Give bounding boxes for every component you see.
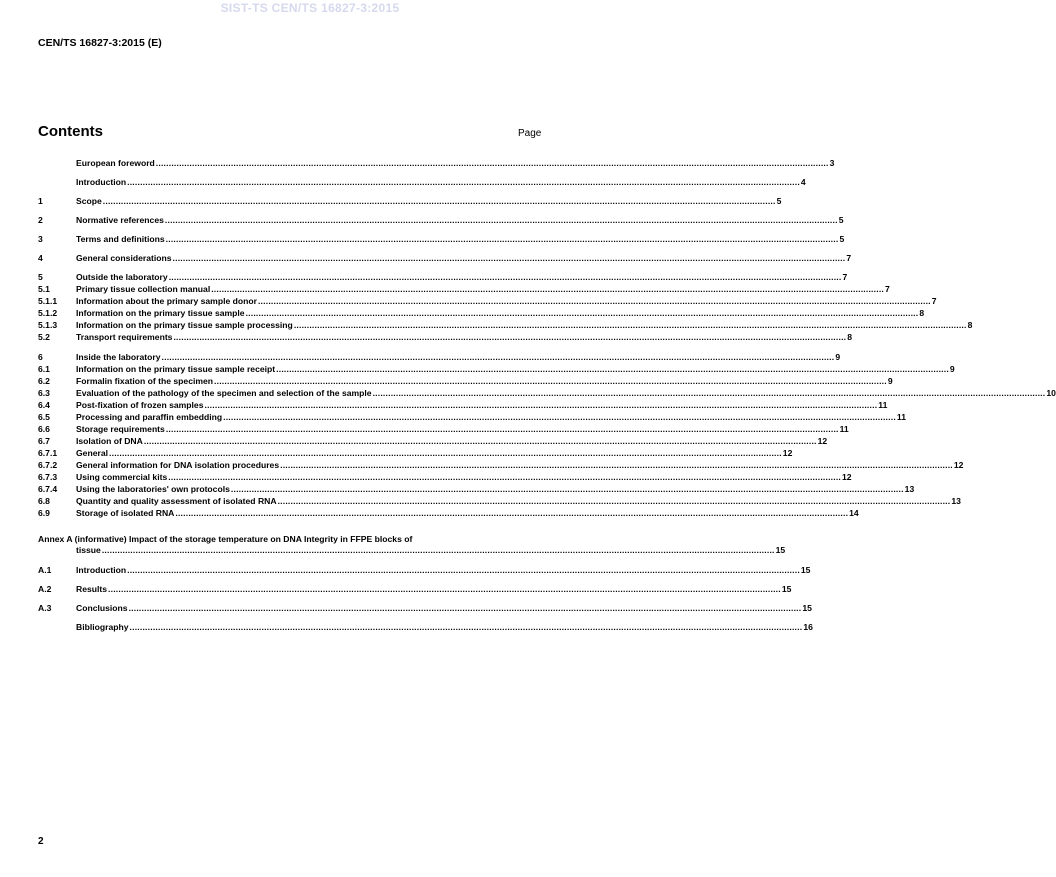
- toc-entry[interactable]: [38, 460, 964, 470]
- toc-leader-dots: [278, 496, 951, 506]
- toc-entry[interactable]: [38, 584, 792, 594]
- toc-entry-number: 6.3: [38, 388, 50, 398]
- toc-entry-page: 15: [802, 603, 812, 613]
- toc-entry-page: 13: [951, 496, 961, 506]
- toc-entry-title: Storage of isolated RNA: [76, 508, 175, 518]
- toc-entry-title: Using commercial kits: [76, 472, 168, 482]
- toc-leader-dots: [173, 253, 846, 263]
- toc-entry[interactable]: [38, 496, 961, 506]
- annex-a-title-continued[interactable]: [76, 545, 786, 555]
- toc-entry-page: 11: [878, 400, 888, 410]
- toc-entry[interactable]: [38, 234, 845, 244]
- toc-entry-number: 6.4: [38, 400, 50, 410]
- toc-entry-title: Terms and definitions: [76, 234, 165, 244]
- toc-entry[interactable]: [38, 603, 812, 613]
- toc-entry[interactable]: [38, 320, 973, 330]
- toc-leader-dots: [231, 484, 904, 494]
- toc-entry[interactable]: [38, 296, 937, 306]
- toc-leader-dots: [102, 545, 775, 555]
- toc-entry-title: Using the laboratories' own protocols: [76, 484, 230, 494]
- toc-entry-page: 9: [835, 352, 841, 362]
- toc-entry-number: 1: [38, 196, 43, 206]
- toc-entry-title: Storage requirements: [76, 424, 165, 434]
- toc-entry-title: Information about the primary sample donor: [76, 296, 257, 306]
- toc-leader-dots: [162, 352, 835, 362]
- toc-entry-number: 6.1: [38, 364, 50, 374]
- toc-leader-dots: [109, 448, 782, 458]
- toc-entry-number: 5.2: [38, 332, 50, 342]
- toc-entry-page: 11: [896, 412, 906, 422]
- toc-leader-dots: [205, 400, 878, 410]
- toc-entry-page: 5: [776, 196, 782, 206]
- toc-entry-page: 13: [904, 484, 915, 494]
- toc-entry-page: 7: [885, 284, 890, 294]
- toc-entry-page: 7: [842, 272, 848, 282]
- toc-entry-title: Inside the laboratory: [76, 352, 161, 362]
- toc-entry-number: A.2: [38, 584, 52, 594]
- toc-entry-page: 9: [887, 376, 893, 386]
- toc-entry-title: Evaluation of the pathology of the specimen and selection of the sample: [76, 388, 372, 398]
- toc-leader-dots: [165, 215, 838, 225]
- toc-entry-number: 5.1: [38, 284, 50, 294]
- toc-entry-page: 8: [847, 332, 853, 342]
- toc-entry-number: 6.7: [38, 436, 50, 446]
- toc-leader-dots: [127, 565, 800, 575]
- toc-entry-page: 7: [846, 253, 852, 263]
- toc-entry-title: Bibliography: [76, 622, 129, 632]
- toc-entry-title: Post-fixation of frozen samples: [76, 400, 204, 410]
- document-id: CEN/TS 16827-3:2015 (E): [38, 37, 162, 49]
- toc-leader-dots: [223, 412, 896, 422]
- toc-entry-number: 4: [38, 253, 43, 263]
- toc-entry[interactable]: [38, 436, 828, 446]
- toc-leader-dots: [108, 584, 781, 594]
- toc-entry-page: 3: [829, 158, 835, 168]
- toc-leader-dots: [173, 332, 846, 342]
- toc-leader-dots: [373, 388, 1046, 398]
- toc-entry-number: 6.7.2: [38, 460, 58, 470]
- page-column-label: Page: [518, 128, 542, 139]
- toc-entry-page: 8: [967, 320, 973, 330]
- toc-entry-page: 15: [800, 565, 811, 575]
- footer-page-number: 2: [38, 836, 44, 847]
- toc-leader-dots: [129, 603, 802, 613]
- toc-entry-title: Conclusions: [76, 603, 128, 613]
- toc-entry[interactable]: [38, 308, 925, 318]
- toc-entry[interactable]: [38, 388, 1056, 398]
- toc-entry-number: 2: [38, 215, 43, 225]
- toc-leader-dots: [144, 436, 817, 446]
- toc-entry-title: Transport requirements: [76, 332, 173, 342]
- toc-entry-number: 6.7.3: [38, 472, 58, 482]
- toc-entry[interactable]: [38, 196, 782, 206]
- toc-leader-dots: [214, 376, 887, 386]
- toc-entry-page: 5: [838, 215, 844, 225]
- toc-entry-number: 6.7.4: [38, 484, 58, 494]
- toc-leader-dots: [258, 296, 931, 306]
- toc-entry-page: 11: [839, 424, 849, 434]
- toc-entry-number: 5.1.3: [38, 320, 58, 330]
- toc-entry-title: European foreword: [76, 158, 155, 168]
- toc-entry-number: 6.5: [38, 412, 50, 422]
- toc-leader-dots: [166, 424, 839, 434]
- toc-entry[interactable]: [38, 412, 906, 422]
- toc-entry-number: 5.1.1: [38, 296, 58, 306]
- toc-entry-page: 15: [775, 545, 786, 555]
- toc-entry-number: 6.8: [38, 496, 50, 506]
- toc-leader-dots: [276, 364, 949, 374]
- toc-leader-dots: [103, 196, 776, 206]
- toc-entry-title: tissue: [76, 545, 101, 555]
- toc-entry-title: Processing and paraffin embedding: [76, 412, 223, 422]
- contents-title: Contents: [38, 123, 103, 140]
- toc-entry-page: 12: [842, 472, 852, 482]
- toc-entry-title: Primary tissue collection manual: [76, 284, 211, 294]
- toc-entry[interactable]: [38, 484, 915, 494]
- toc-entry-title: General information for DNA isolation procedures: [76, 460, 280, 470]
- toc-entry-title: General considerations: [76, 253, 172, 263]
- toc-entry-page: 7: [931, 296, 937, 306]
- toc-leader-dots: [127, 177, 800, 187]
- toc-entry-title: Information on the primary tissue sample receipt: [76, 364, 276, 374]
- toc-leader-dots: [130, 622, 803, 632]
- toc-entry-page: 16: [803, 622, 813, 632]
- toc-entry[interactable]: [38, 272, 848, 282]
- toc-entry[interactable]: [38, 565, 811, 575]
- toc-leader-dots: [156, 158, 829, 168]
- toc-entry-title: Normative references: [76, 215, 164, 225]
- toc-entry[interactable]: [38, 364, 955, 374]
- toc-entry-page: 12: [953, 460, 964, 470]
- toc-entry-page: 10: [1046, 388, 1056, 398]
- toc-entry-title: Results: [76, 584, 108, 594]
- toc-entry-page: 12: [782, 448, 793, 458]
- toc-entry-number: 5.1.2: [38, 308, 58, 318]
- toc-entry[interactable]: [38, 332, 853, 342]
- toc-entry[interactable]: [38, 253, 852, 263]
- toc-leader-dots: [246, 308, 919, 318]
- toc-entry-number: A.3: [38, 603, 52, 613]
- toc-entry[interactable]: [38, 400, 888, 410]
- toc-entry-page: 4: [800, 177, 806, 187]
- toc-entry-title: Information on the primary tissue sample: [76, 308, 245, 318]
- toc-entry-title: Formalin fixation of the specimen: [76, 376, 214, 386]
- toc-entry-title: Information on the primary tissue sample processing: [76, 320, 293, 330]
- toc-entry[interactable]: [38, 215, 844, 225]
- toc-entry[interactable]: [38, 158, 835, 168]
- toc-entry-page: 14: [849, 508, 859, 518]
- toc-leader-dots: [175, 508, 848, 518]
- toc-entry-number: A.1: [38, 565, 52, 575]
- toc-entry-number: 6.6: [38, 424, 50, 434]
- toc-entry-number: 6: [38, 352, 43, 362]
- toc-entry-title: Scope: [76, 196, 102, 206]
- toc-leader-dots: [168, 472, 841, 482]
- toc-entry-page: 5: [839, 234, 845, 244]
- toc-entry[interactable]: [38, 284, 890, 294]
- toc-leader-dots: [280, 460, 953, 470]
- toc-entry[interactable]: [38, 352, 841, 362]
- toc-entry-number: 6.7.1: [38, 448, 58, 458]
- toc-entry-title: General: [76, 448, 109, 458]
- toc-entry[interactable]: [38, 472, 852, 482]
- toc-entry[interactable]: [38, 448, 793, 458]
- toc-entry-number: 6.2: [38, 376, 50, 386]
- toc-entry-page: 12: [817, 436, 828, 446]
- toc-entry-number: 6.9: [38, 508, 50, 518]
- annex-a-title[interactable]: Annex A (informative) Impact of the storage temperature on DNA Integrity in FFPE blocks of: [38, 534, 413, 544]
- toc-entry-title: Quantity and quality assessment of isolated RNA: [76, 496, 277, 506]
- toc-entry-page: 8: [919, 308, 925, 318]
- toc-entry-title: Isolation of DNA: [76, 436, 143, 446]
- toc-entry-title: Introduction: [76, 565, 127, 575]
- toc-leader-dots: [211, 284, 884, 294]
- toc-entry-page: 9: [949, 364, 955, 374]
- toc-leader-dots: [169, 272, 842, 282]
- toc-entry-page: 15: [781, 584, 792, 594]
- toc-entry-number: 5: [38, 272, 43, 282]
- toc-entry[interactable]: [38, 376, 893, 386]
- toc-entry[interactable]: [38, 424, 849, 434]
- watermark: SIST-TS CEN/TS 16827-3:2015: [220, 1, 400, 15]
- toc-leader-dots: [166, 234, 839, 244]
- toc-entry[interactable]: [38, 177, 806, 187]
- toc-leader-dots: [294, 320, 967, 330]
- toc-entry-title: Outside the laboratory: [76, 272, 168, 282]
- toc-entry[interactable]: [38, 508, 859, 518]
- toc-entry[interactable]: [38, 622, 813, 632]
- toc-entry-title: Introduction: [76, 177, 127, 187]
- toc-entry-number: 3: [38, 234, 43, 244]
